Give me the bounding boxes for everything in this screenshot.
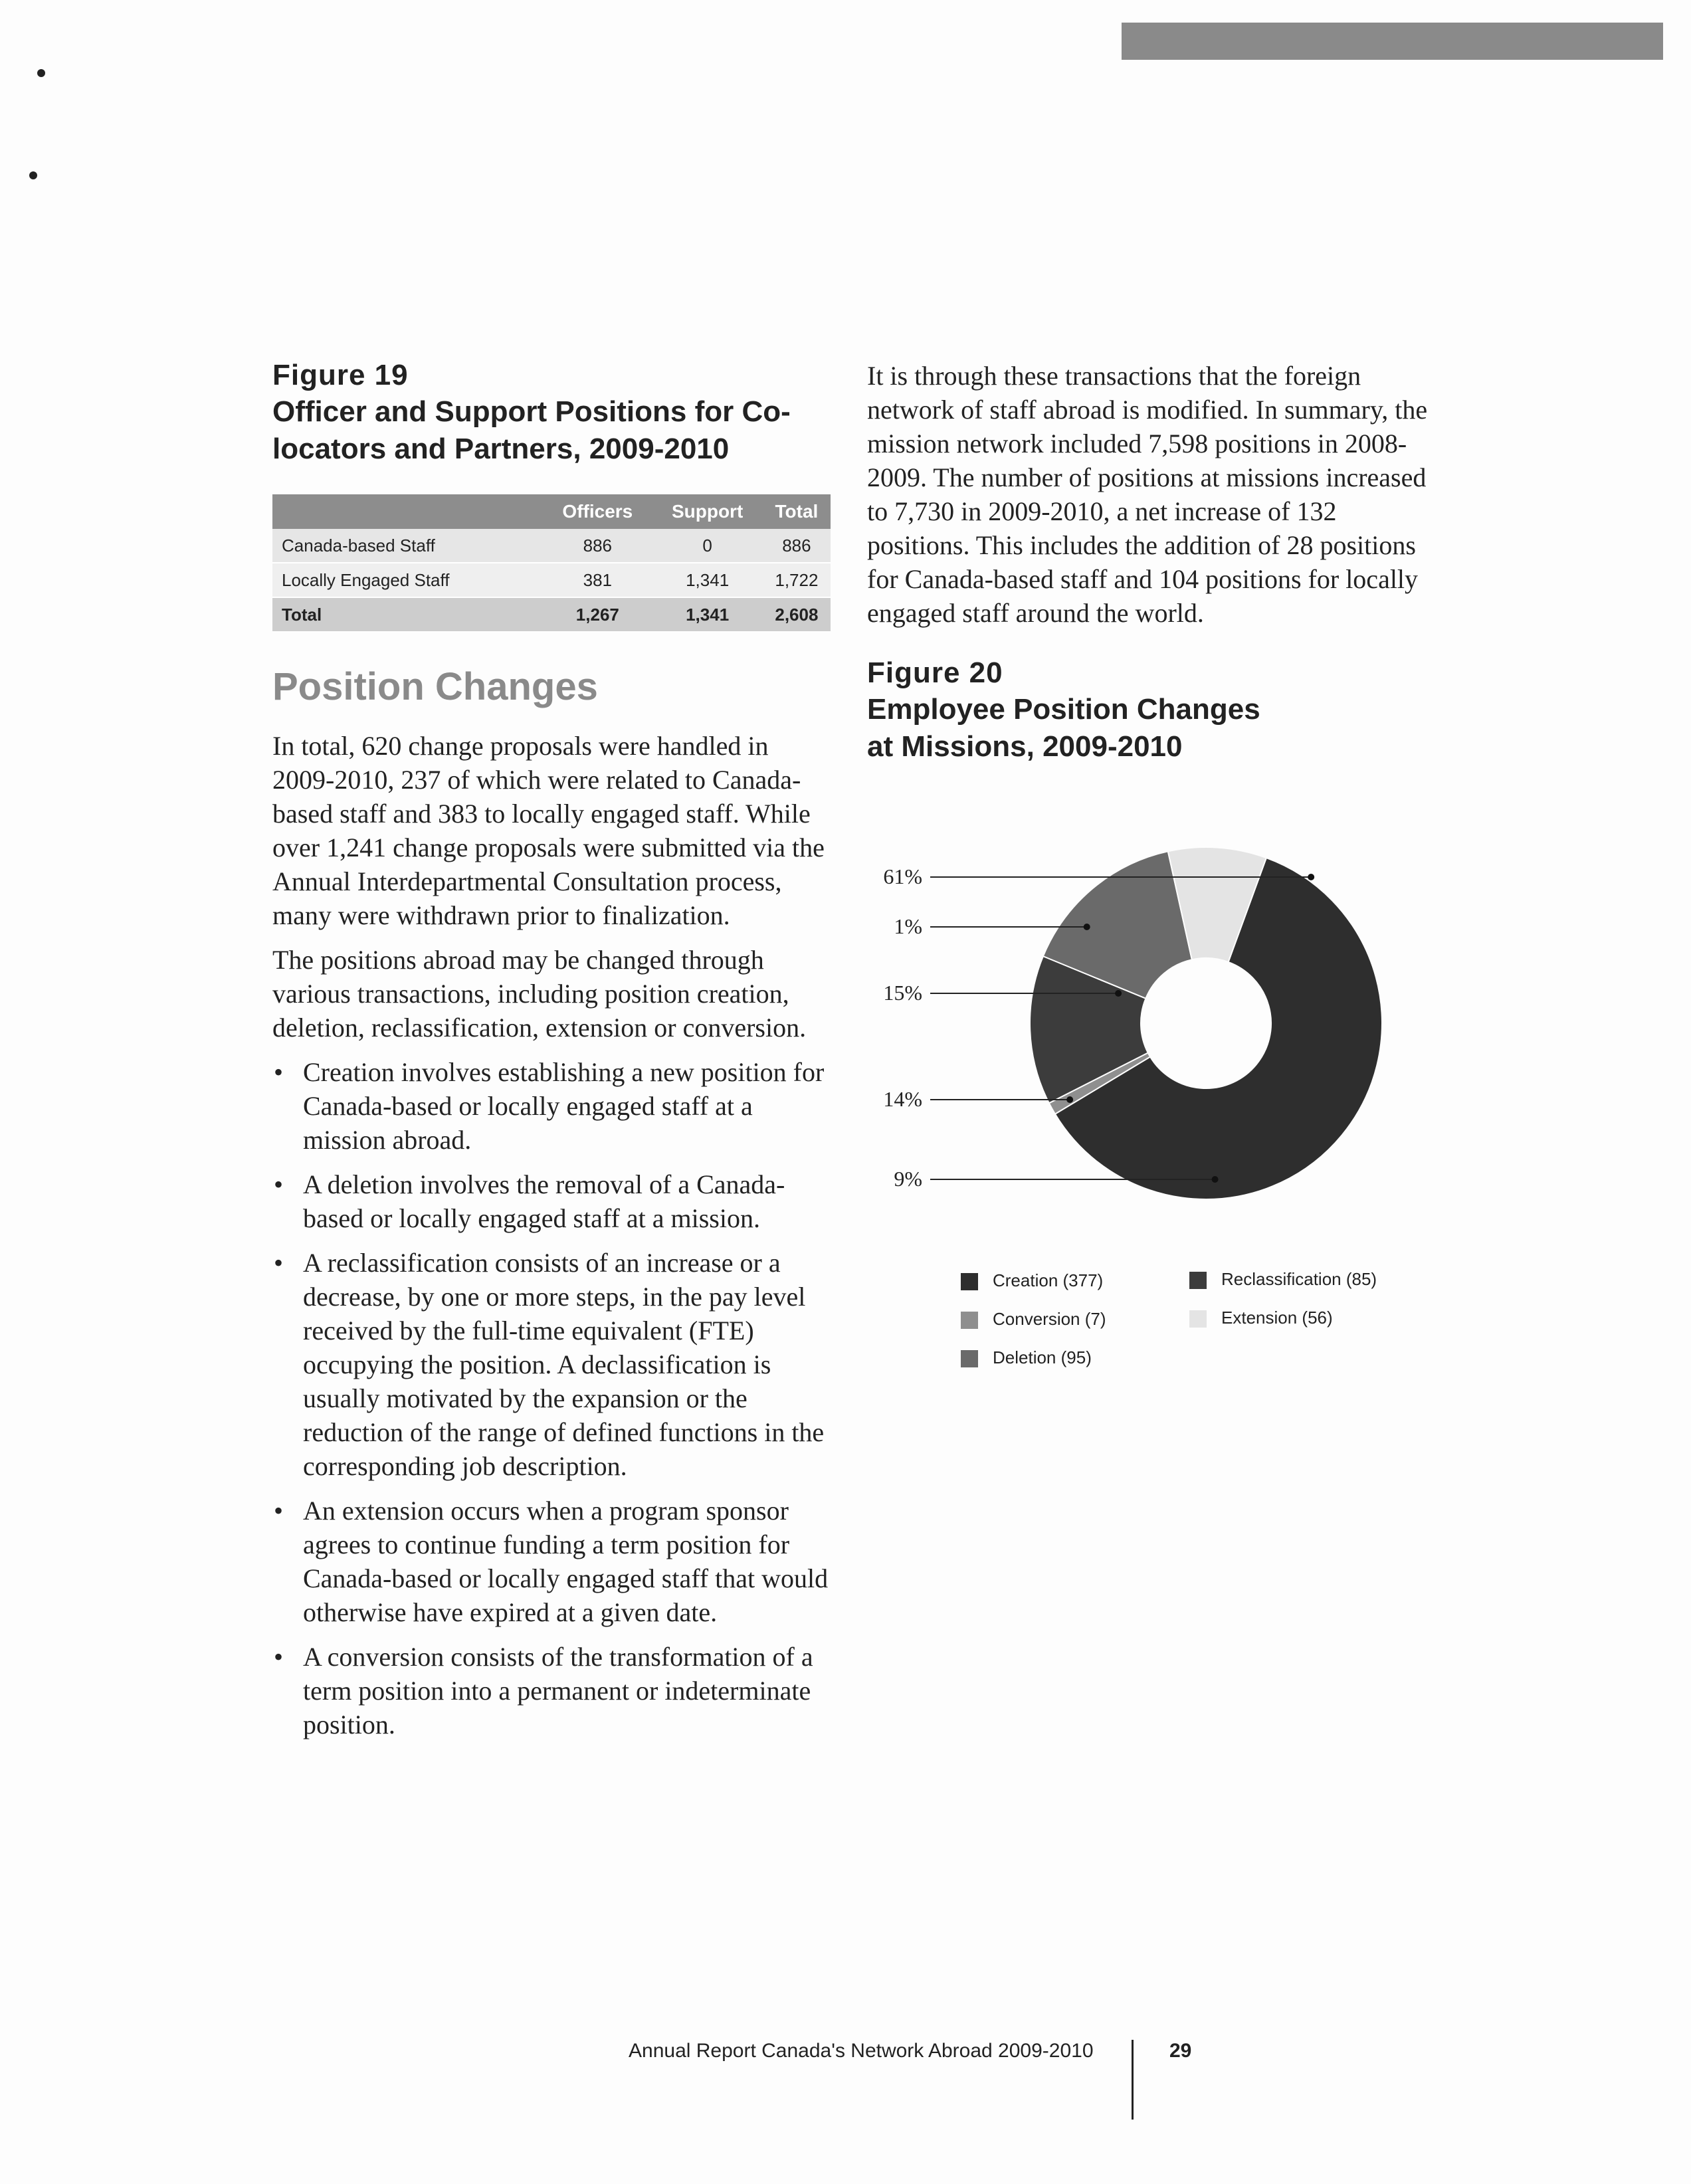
percent-label: 15% <box>883 981 922 1005</box>
leader-dot <box>1308 874 1314 880</box>
legend-right-column <box>1189 1269 1377 1346</box>
legend-left-column <box>961 1270 1106 1386</box>
leader-dot <box>1115 990 1122 997</box>
section-title: Position Changes <box>272 665 598 708</box>
figure-19-label: Figure 19 <box>272 359 409 391</box>
positions-table <box>272 494 831 633</box>
table-row <box>272 563 831 597</box>
legend-item <box>961 1270 1106 1309</box>
legend-swatch <box>1189 1310 1207 1328</box>
table-header-officers: Officers <box>543 494 652 529</box>
header-bar <box>1122 23 1663 60</box>
cell-support: 1,341 <box>652 597 762 632</box>
cell-officers: 381 <box>543 563 652 597</box>
percent-label: 9% <box>894 1167 922 1191</box>
margin-mark <box>37 69 45 77</box>
legend-item <box>1189 1308 1377 1346</box>
row-label: Canada-based Staff <box>272 529 543 563</box>
list-item: • A conversion consists of the transformation of a term position into a permanent or indeterminate position. <box>303 1640 831 1741</box>
footer-text: Annual Report Canada's Network Abroad 2009-2010 <box>629 2040 1094 2062</box>
figure-20-label: Figure 20 <box>867 656 1003 689</box>
legend <box>1189 1269 1377 1346</box>
cell-total: 1,722 <box>763 563 831 597</box>
list-item: • An extension occurs when a program sponsor agrees to continue funding a term position for Canada-based or locally engaged staff that would otherwise have expired at a given date. <box>303 1494 831 1629</box>
footer-divider <box>1132 2040 1134 2120</box>
legend-swatch <box>1189 1272 1207 1289</box>
left-column <box>272 359 831 1752</box>
list-item: • Creation involves establishing a new position for Canada-based or locally engaged staff at a mission abroad. <box>303 1055 831 1157</box>
list-item: • A reclassification consists of an increase or a decrease, by one or more steps, in the pay level received by the full-time equivalent (FTE) occupying the position. A declassification is usually motivated by the expansion or the reduction of the range of defined functions in the corresponding job description. <box>303 1246 831 1483</box>
legend-label: Reclassification (85) <box>1221 1269 1377 1289</box>
donut-chart <box>864 844 1435 1256</box>
legend-swatch <box>961 1273 978 1290</box>
figure-20-title: Employee Position Changes at Missions, 2009-2010 <box>867 693 1260 763</box>
table-row-total <box>272 597 831 632</box>
percent-label: 14% <box>883 1087 922 1111</box>
table-header-support: Support <box>652 494 762 529</box>
legend-item <box>961 1347 1106 1386</box>
leader-dot <box>1084 924 1090 930</box>
paragraph: It is through these transactions that the foreign network of staff abroad is modified. In summary, the mission network included 7,598 positions in 2008-2009. The number of positions at missions increased to 7,730 in 2009-2010, a net increase of 132 positions. This includes the addition of 28 positions for Canada-based staff and 104 positions for locally engaged staff around the world. <box>867 361 1428 628</box>
legend-label: Deletion (95) <box>993 1347 1092 1367</box>
legend-swatch <box>961 1312 978 1329</box>
percent-label: 61% <box>883 864 922 888</box>
legend-label: Creation (377) <box>993 1270 1104 1290</box>
table-header-blank <box>272 494 543 529</box>
list-item: • A deletion involves the removal of a Canada-based or locally engaged staff at a mission. <box>303 1167 831 1235</box>
percent-label: 1% <box>894 914 922 938</box>
legend-label: Conversion (7) <box>993 1309 1106 1329</box>
cell-officers: 886 <box>543 529 652 563</box>
legend-swatch <box>961 1350 978 1367</box>
leader-dot <box>1066 1096 1073 1103</box>
paragraph: The positions abroad may be changed through various transactions, including position creation, deletion, reclassification, extension or conversion. <box>272 945 807 1042</box>
bullet-list <box>272 1055 831 1741</box>
cell-support: 1,341 <box>652 563 762 597</box>
legend-item <box>1189 1269 1377 1308</box>
legend-label: Extension (56) <box>1221 1308 1333 1328</box>
legend <box>961 1270 1106 1386</box>
page-number: 29 <box>1169 2040 1192 2062</box>
row-label: Total <box>272 597 543 632</box>
legend-item <box>961 1309 1106 1347</box>
cell-total: 886 <box>763 529 831 563</box>
margin-mark <box>29 171 37 179</box>
cell-total: 2,608 <box>763 597 831 632</box>
table-header-total: Total <box>763 494 831 529</box>
row-label: Locally Engaged Staff <box>272 563 543 597</box>
right-column <box>867 359 1432 765</box>
figure-19-title: Officer and Support Positions for Co-locators and Partners, 2009-2010 <box>272 395 791 465</box>
cell-support: 0 <box>652 529 762 563</box>
paragraph: In total, 620 change proposals were handled in 2009-2010, 237 of which were related to Canada-based staff and 383 to locally engaged staff. While over 1,241 change proposals were submitted via the Annual Interdepartmental Consultation process, many were withdrawn prior to finalization. <box>272 731 825 930</box>
cell-officers: 1,267 <box>543 597 652 632</box>
leader-dot <box>1212 1176 1219 1183</box>
table-row <box>272 529 831 563</box>
